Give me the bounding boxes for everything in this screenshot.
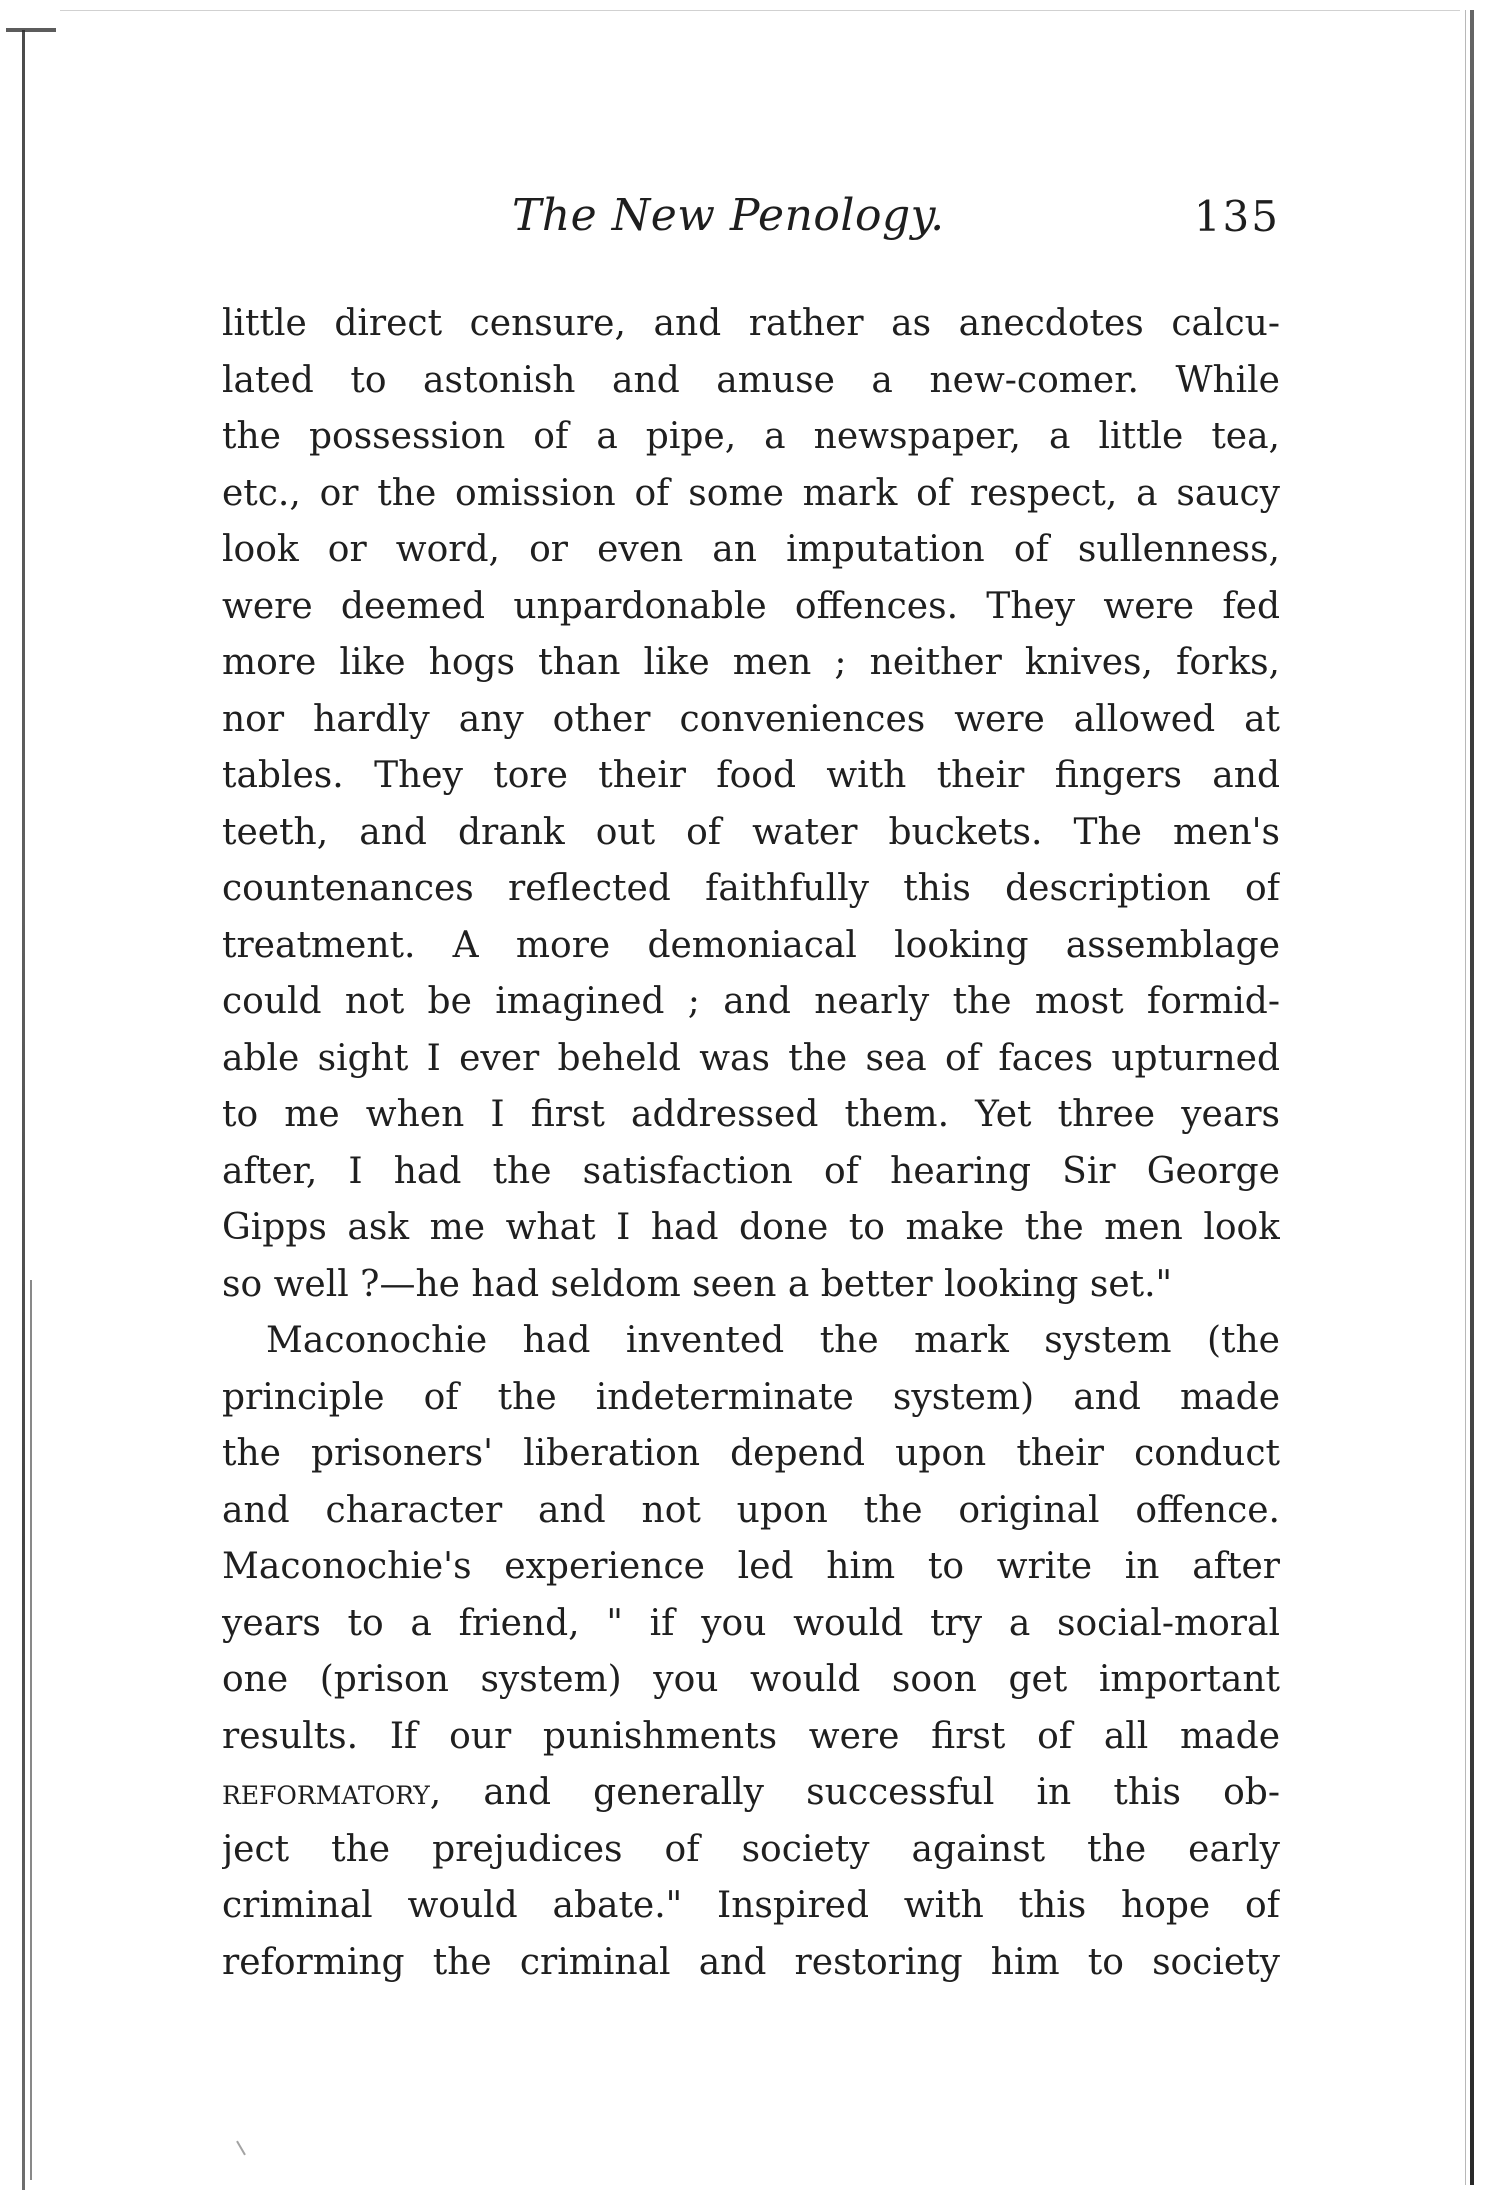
scan-stray-mark (236, 2141, 246, 2156)
text-line: lated to astonish and amuse a new-comer. While (222, 359, 1280, 401)
text-line: nor hardly any other conveniences were allowed at (222, 698, 1280, 740)
page-number: 135 (1193, 192, 1280, 241)
text-line: tables. They tore their food with their fingers and (222, 755, 1280, 796)
paragraph-start-line: Maconochie had invented the mark system (the (266, 1320, 1280, 1361)
page-right-edge (1470, 10, 1474, 2185)
text-line: look or word, or even an imputation of sullenness, (222, 529, 1280, 570)
text-line: etc., or the omission of some mark of respect, a saucy (222, 472, 1280, 514)
text-line: one (prison system) you would soon get important (222, 1659, 1280, 1700)
text-line: the prisoners' liberation depend upon their conduct (222, 1433, 1280, 1474)
text-line: results. If our punishments were first of all made (222, 1715, 1280, 1757)
text-line: more like hogs than like men ; neither knives, forks, (222, 642, 1280, 683)
text-line: reforming the criminal and restoring him to society (222, 1941, 1280, 1983)
text-fragment: and generally successful in this ob- (441, 1772, 1280, 1813)
page-corner-mark (6, 28, 56, 32)
text-line: after, I had the satisfaction of hearing Sir George (222, 1150, 1280, 1192)
running-head (222, 190, 1280, 260)
body-text (222, 296, 1280, 1991)
text-line: Gipps ask me what I had done to make the men look (222, 1207, 1280, 1248)
text-line: countenances reflected faithfully this description of (222, 868, 1280, 909)
text-line: were deemed unpardonable offences. They were fed (222, 585, 1280, 627)
text-line: principle of the indeterminate system) and made (222, 1376, 1280, 1418)
text-line: to me when I first addressed them. Yet three years (222, 1094, 1280, 1135)
page-left-edge (22, 30, 25, 2190)
text-line: years to a friend, " if you would try a social-moral (222, 1602, 1280, 1644)
text-line (222, 1765, 1280, 1822)
text-line: ject the prejudices of society against the early (222, 1828, 1280, 1870)
text-line: Maconochie's experience led him to write in after (222, 1546, 1280, 1587)
smallcaps-word: reformatory, (222, 1772, 442, 1813)
text-line: little direct censure, and rather as anecdotes calcu- (222, 303, 1280, 344)
text-line: the possession of a pipe, a newspaper, a little tea, (222, 416, 1280, 457)
running-title: The New Penology. (512, 190, 945, 241)
text-line: could not be imagined ; and nearly the most formid- (222, 981, 1280, 1022)
text-line: and character and not upon the original offence. (222, 1489, 1280, 1531)
page-top-edge (60, 10, 1460, 11)
text-line: criminal would abate." Inspired with this hope of (222, 1885, 1280, 1926)
page-right-edge-shadow (1465, 10, 1466, 2185)
page-left-edge-shadow (30, 1280, 32, 2180)
text-line: treatment. A more demoniacal looking assemblage (222, 924, 1280, 966)
text-line: so well ?—he had seldom seen a better looking set." (222, 1263, 1173, 1305)
text-line: able sight I ever beheld was the sea of faces upturned (222, 1037, 1280, 1079)
text-line: teeth, and drank out of water buckets. The men's (222, 811, 1280, 853)
